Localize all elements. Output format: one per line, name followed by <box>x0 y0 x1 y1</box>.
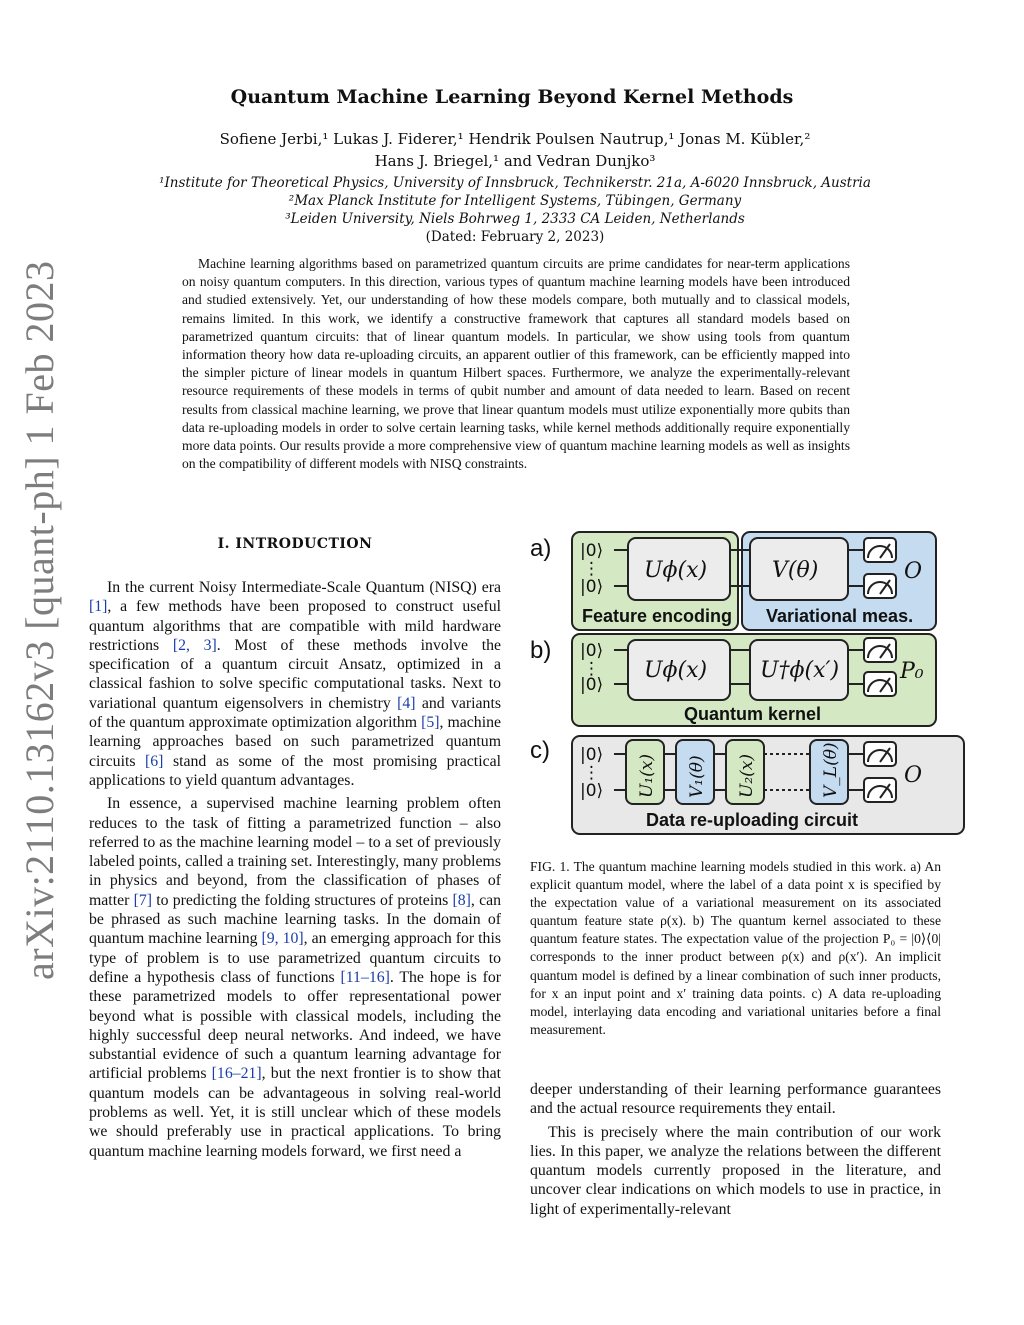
author-list <box>150 128 880 172</box>
measurement-icon <box>864 638 896 662</box>
authors-line-2: Hans J. Briegel,¹ and Vedran Dunjko³ <box>374 152 656 170</box>
measurement-icon <box>864 742 896 766</box>
citation-link[interactable]: [11–16] <box>340 968 390 986</box>
figure-caption: FIG. 1. The quantum machine learning models studied in this work. a) An explicit quantum model, where the label of a data point x is specified by the expectation value of a variational measurement on its associated quantum feature state ρ(x). b) The quantum kernel associated to these quantum feature states. The expectation value of the projection P₀ = |0⟩⟨0| corresponds to the inner product between ρ(x) and ρ(x′). An implicit quantum model is defined by a linear combination of such inner products, for x an input point and x′ training data points. c) A data re-uploading model, interlaying data encoding and variational unitaries before a final measurement. <box>530 859 941 1037</box>
panel-b-label: b) <box>530 637 552 664</box>
text-run: to predicting the folding structures of proteins <box>152 891 453 909</box>
vertical-dots: ⋮ <box>583 659 600 679</box>
affiliation-3: ³Leiden University, Niels Bohrweg 1, 2333 CA Leiden, Netherlands <box>285 211 745 227</box>
abstract: Machine learning algorithms based on parametrized quantum circuits are prime candidates for near-term applications on noisy quantum computers. In this direction, various types of quantum machine learning models have been introduced and studied extensively. Yet, our understanding of how these models compare, both mutually and to classical models, remains limited. In this work, we identify a constructive framework that captures all standard models based on parametrized quantum circuits: that of linear quantum models. In particular, we show using tools from quantum information theory how data re-uploading circuits, an apparent outlier of this framework, can be efficiently mapped into the simpler picture of linear models in quantum Hilbert spaces. Furthermore, we analyze the experimentally-relevant resource requirements of these models in terms of qubit number and amount of data needed to learn. Based on recent results from classical machine learning, we prove that linear quantum models must utilize exponentially more qubits than data re-uploading models in order to solve certain learning tasks, while kernel methods additionally require exponentially more data points. Our results provide a more comprehensive view of quantum machine learning models as well as insights on the compatibility of different models with NISQ constraints. <box>182 256 850 472</box>
right-column <box>530 1080 941 1223</box>
measurement-icon <box>864 574 896 598</box>
panel-c-label: c) <box>530 737 550 764</box>
citation-link[interactable]: [1] <box>89 598 108 616</box>
section-heading: I. INTRODUCTION <box>217 536 373 552</box>
citation-link[interactable]: [7] <box>133 891 152 909</box>
right-paragraph-1: deeper understanding of their learning performance guarantees and the actual resource requirements they entail. <box>530 1081 941 1118</box>
gate-U-phi-label: Uϕ(x) <box>644 658 708 683</box>
ket-zero: |0⟩ <box>580 675 604 695</box>
affiliation-1: ¹Institute for Theoretical Physics, University of Innsbruck, Technikerstr. 21a, A-6020 Innsbruck, Austria <box>159 175 871 191</box>
text-run: and variants of the quantum approximate optimization algorithm <box>89 694 501 732</box>
measurement-icon <box>864 778 896 802</box>
authors-line-1: Sofiene Jerbi,¹ Lukas J. Fiderer,¹ Hendrik Poulsen Nautrup,¹ Jonas M. Kübler,² <box>219 130 811 148</box>
vertical-dots: ⋮ <box>583 763 600 783</box>
gate-U1-label: U₁(x) <box>637 754 657 798</box>
quantum-kernel-label: Quantum kernel <box>684 704 822 724</box>
ket-zero: |0⟩ <box>580 781 604 801</box>
gate-U-dagger-label: U†ϕ(x′) <box>760 658 840 683</box>
text-run: . Most of these methods involve the specification of a quantum circuit Ansatz, optimized in a classical fashion to solve specific computational tasks. Next to variational quantum eigensolvers in chemistry <box>89 636 502 712</box>
figure-1 <box>528 526 968 842</box>
gate-VL-label: V_L(θ) <box>821 742 841 798</box>
affiliations <box>120 174 910 246</box>
paper-title: Quantum Machine Learning Beyond Kernel Methods <box>230 86 794 108</box>
citation-link[interactable]: [5] <box>421 714 440 732</box>
variational-meas-label: Variational meas. <box>766 606 914 626</box>
panel-a-label: a) <box>530 535 552 562</box>
citation-link[interactable]: [2, 3] <box>172 636 217 654</box>
reuploading-label: Data re-uploading circuit <box>646 810 859 830</box>
observable-O: O <box>904 763 923 788</box>
citation-link[interactable]: [6] <box>145 752 164 770</box>
text-run: , an emerging approach for this type of problem is to use parametrized quantum circuits to define a hypothesis class of functions <box>89 930 501 986</box>
gate-U2-label: U₂(x) <box>737 754 757 798</box>
text-run: , can be phrased as such machine learning tasks. In the domain of quantum machine learning <box>89 891 501 948</box>
vertical-dots: ⋮ <box>583 559 600 579</box>
citation-link[interactable]: [9, 10] <box>261 930 304 948</box>
measurement-icon <box>864 538 896 562</box>
ket-zero: |0⟩ <box>580 745 604 765</box>
text-run: . The hope is for these parametrized models to offer representational power beyond what is possible with classical models, including the highly successful deep neural networks. And indeed, we have substantial evidence of such a quantum learning advantage for artificial problems <box>89 968 501 1083</box>
affiliation-2: ²Max Planck Institute for Intelligent Systems, Tübingen, Germany <box>288 193 742 209</box>
citation-link[interactable]: [4] <box>397 694 416 712</box>
text-run: In the current Noisy Intermediate-Scale Quantum (NISQ) era <box>107 579 501 596</box>
ket-zero: |0⟩ <box>580 577 604 597</box>
ket-zero: |0⟩ <box>580 541 604 561</box>
intro-paragraph-1 <box>89 578 501 790</box>
text-run: , a few methods have been proposed to construct useful quantum algorithms that are compatible with mild hardware restrictions <box>89 598 501 654</box>
text-run: , machine learning approaches based on such parametrized quantum circuits <box>89 714 501 770</box>
text-run: In essence, a supervised machine learning problem often reduces to the task of fitting a parametrized function – also referred to as the machine learning model – to a set of previously labeled points, called a training set. Interestingly, many problems in physics and beyond, from the classification of phases of matter <box>89 795 501 909</box>
gate-V1-label: V₁(θ) <box>687 755 707 798</box>
text-run: stand as some of the most promising practical applications to yield quantum advantages. <box>89 752 501 789</box>
observable-O: O <box>904 559 923 584</box>
citation-link[interactable]: [16–21] <box>211 1065 262 1083</box>
text-run: , but the next frontier is to show that quantum models can be advantageous in solving real-world problems as well. Yet, it is still unclear which of these models we should preferably use in practical applications. To bring quantum machine learning models forward, we first need a <box>89 1065 501 1160</box>
ket-zero: |0⟩ <box>580 641 604 661</box>
observable-P0: P₀ <box>900 659 924 684</box>
feature-encoding-label: Feature encoding <box>582 606 733 626</box>
measurement-icon <box>864 672 896 696</box>
arxiv-identifier: arXiv:2110.13162v3 [quant-ph] 1 Feb 2023 <box>17 260 62 980</box>
right-paragraph-2: This is precisely where the main contribution of our work lies. In this paper, we analyze the relations between the different quantum models currently proposed in the literature, and uncover clear indications on which models to use in practice, in light of experimentally-relevant <box>530 1123 941 1218</box>
intro-paragraph-2 <box>89 794 501 1161</box>
date-line: (Dated: February 2, 2023) <box>425 229 605 245</box>
gate-V-theta-label: V(θ) <box>772 558 819 583</box>
citation-link[interactable]: [8] <box>452 891 471 909</box>
circuit-diagram <box>528 526 968 842</box>
gate-U-phi-label: Uϕ(x) <box>644 558 708 583</box>
left-column <box>89 578 501 1165</box>
